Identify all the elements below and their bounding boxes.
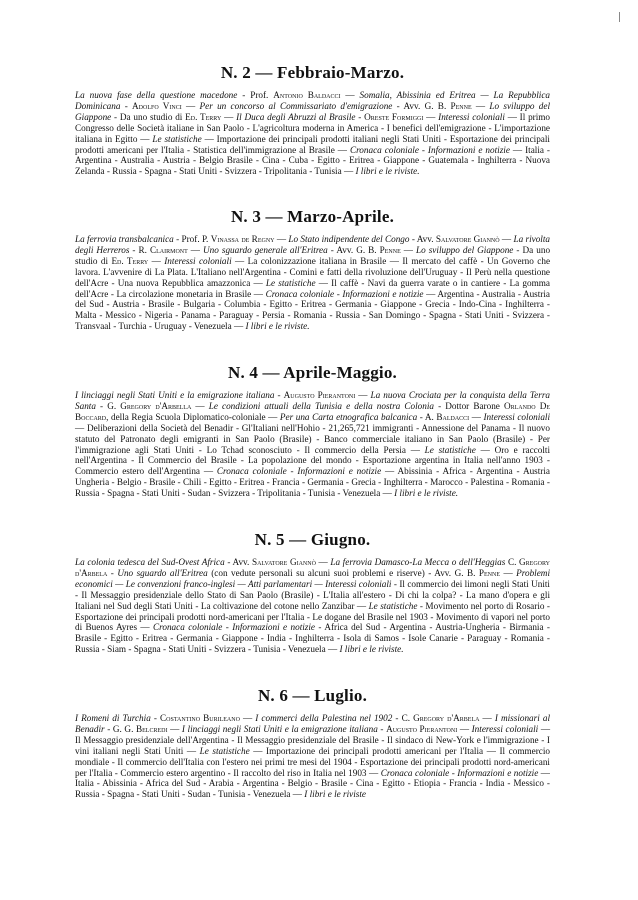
- article-title-text: Cronaca coloniale - Informazioni e notizie: [265, 288, 424, 299]
- contents-text: — Italia - Argentina - Australia - Austria - Belgio Brasile - Cina - Cuba - Egitto - Eritrea - Giappone - Guatemala - Inghilterra - Nuova Zelanda - Russia - Spagna - Stati Uniti - Svizzera - Tripolitania - Tunisia —: [75, 144, 550, 177]
- article-title-text: Uno sguardo all'Eritrea: [117, 567, 208, 578]
- issue-heading: N. 6 — Luglio.: [257, 686, 368, 705]
- article-title-text: Le statistiche: [424, 444, 476, 455]
- contents-text: —: [479, 713, 495, 723]
- author-name-text: Adolfo Vinci: [132, 100, 182, 111]
- issue-contents: [75, 234, 550, 332]
- contents-text: —: [191, 400, 209, 411]
- author-name-text: Gregory d'Arbela: [413, 713, 480, 723]
- article-title-text: Lo sviluppo del Giappone: [416, 244, 514, 255]
- article-title-text: I libri e le riviste: [304, 789, 366, 800]
- article-title-text: Problemi economici — Le convenzioni franco-inglesi — Atti parlamentari — Interessi coloniali: [75, 567, 550, 589]
- issue-heading: N. 4 — Aprile-Maggio.: [228, 363, 397, 382]
- contents-text: - Movimento nel porto di Rosario - Esportazione dei principali prodotti nord-americani per l'Italia - Le dogane del Brasile nel 1903 - Movimento di vapori nel porto di Buenos Ayres —: [75, 600, 550, 633]
- author-name-text: Gregory d'Arbella: [120, 400, 192, 411]
- contents-text: -: [377, 723, 387, 734]
- article-title-text: Somalia, Abissinia ed Eritrea — La Repubblica Dominicana: [75, 90, 551, 111]
- contents-text: —: [423, 111, 439, 122]
- article-title-text: I libri e le riviste.: [245, 321, 310, 332]
- issue-section: [75, 530, 550, 655]
- author-name-text: Vinassa de Regny: [210, 234, 275, 244]
- contents-text: C.: [505, 557, 520, 567]
- author-name-text: Penne: [450, 100, 472, 111]
- article-title-text: I linciaggi negli Stati Uniti e la emigrazione italiana: [75, 390, 275, 400]
- issue-section: [75, 686, 550, 800]
- contents-text: —: [148, 255, 165, 266]
- contents-text: - Dottor Barone: [433, 400, 504, 411]
- article-title-text: Cronaca coloniale - Informazioni e notizie: [216, 466, 382, 477]
- contents-text: -: [107, 567, 118, 578]
- contents-text: - Avv. G. B.: [392, 100, 451, 111]
- issue-section: [75, 363, 550, 499]
- contents-text: — Deliberazioni della Società del Benadir - Gl'Italiani nell'Hohio - 21,265,721 immigranti - Annessione del Panama - Il nuovo statuto del Patronato degli emigranti in San Paolo (Brasile) - Banco commerciale italiano in San Paolo (Brasile) - Per l'immigrazione agli Stati Uniti - Lo Tchad sconosciuto - Il commercio della Persia —: [75, 422, 550, 455]
- issue-heading: N. 5 — Giugno.: [254, 530, 371, 549]
- article-title-text: La nuova fase della questione macedone: [75, 90, 238, 100]
- contents-text: —: [457, 723, 472, 734]
- contents-text: -: [120, 100, 133, 111]
- contents-text: —: [239, 713, 256, 723]
- issue-heading: N. 2 — Febbraio-Marzo.: [220, 63, 405, 82]
- contents-text: —: [400, 244, 416, 255]
- contents-text: —: [469, 411, 484, 422]
- article-title-text: I libri e le riviste.: [394, 488, 459, 499]
- article-title-text: La ferrovia Damasco-La Mecca o dell'Heggias: [330, 557, 506, 567]
- article-title-text: La rivolta degli Herreros: [75, 234, 550, 255]
- contents-text: — Abissinia - Africa - Argentina - Austria Ungheria - Belgio - Brasile - Chili - Egitto - Eritrea - Francia - Germania - Grecia - Inghilterra - Marocco - Palestina - Romania - Russia - Spagna - Stati Uniti - Sudan - Svizzera - Tripolitania - Tunisia - Venezuela —: [75, 466, 550, 499]
- contents-text: - Da uno studio di: [111, 111, 186, 122]
- article-title-text: La colonia tedesca del Sud-Ovest Africa: [75, 557, 225, 567]
- article-title-text: Lo Stato indipendente del Congo: [288, 234, 410, 244]
- article-title-text: Le statistiche: [152, 133, 202, 144]
- contents-text: — Italia - Abissinia - Africa del Sud - Arabia - Argentina - Belgio - Brasile - Cina - Egitto - Etiopia - Francia - India - Messico - Russia - Spagna - Stati Uniti - Sudan - Tunisia - Venezuela —: [75, 767, 550, 800]
- article-title-text: Uno sguardo generale all'Eritrea: [203, 244, 328, 255]
- article-title-text: Interessi coloniali: [438, 111, 505, 122]
- author-name-text: Salvatore Giannò: [251, 557, 316, 567]
- contents-text: - Avv. G. B.: [327, 244, 380, 255]
- contents-text: - Africa del Sud - Argentina - Austria-Ungheria - Birmania - Brasile - Egitto - Eritrea - Germania - Giappone - India - Inghilterra - Isola di Samos - Isole Canarie - Paraguay - Romania - Russia - Siam - Spagna - Stati Uniti - Svizzera - Tunisia - Venezuela —: [75, 622, 550, 655]
- contents-text: —: [471, 100, 490, 111]
- article-title-text: Il Duca degli Abruzzi al Brasile: [236, 111, 356, 122]
- author-name-text: Ed. Terry: [185, 111, 222, 122]
- article-title-text: Le condizioni attuali della Tunisia e della nostra Colonia: [208, 400, 434, 411]
- contents-text: —: [499, 234, 514, 244]
- contents-text: —: [221, 111, 237, 122]
- article-title-text: Interessi coloniali: [483, 411, 551, 422]
- contents-text: — Argentina - Australia - Austria del Sud - Austria - Brasile - Bulgaria - Columbia - Egitto - Eritrea - Germania - Giappone - Grecia - Indo-Cina - Inghilterra - Malta - Messico - Nigeria - Panama - Paraguay - Persia - Romania - Russia - San Domingo - Spagna - Stati Uniti - Svizzera - Transvaal - Turchia - Uruguay - Venezuela —: [75, 288, 550, 332]
- author-name-text: Oreste Formiggi: [364, 111, 424, 122]
- contents-text: —: [355, 390, 371, 400]
- issue-contents: [75, 390, 550, 499]
- article-title-text: La nuova Crociata per la conquista della Terra Santa: [75, 390, 550, 411]
- issue-contents: [75, 713, 550, 800]
- contents-text: —: [181, 100, 200, 111]
- article-title-text: Le statistiche: [368, 600, 418, 611]
- author-name-text: Augusto Pierantoni: [283, 390, 356, 400]
- contents-text: - A.: [417, 411, 437, 422]
- author-name-text: Salvatore Giannò: [435, 234, 500, 244]
- issue-heading: N. 3 — Marzo-Aprile.: [230, 207, 395, 226]
- issue-contents: [75, 557, 550, 655]
- contents-text: —: [340, 90, 360, 100]
- issue-section: [75, 63, 550, 177]
- contents-text: — Il primo Congresso delle Società italiane in San Paolo - L'agricoltura moderna in America - I benefici dell'emigrazione - L'importazione italiana in Egitto —: [75, 111, 551, 144]
- author-name-text: Penne: [478, 567, 500, 578]
- contents-text: —: [187, 244, 204, 255]
- page-corner-mark: [613, 12, 620, 22]
- contents-text: - G.: [95, 400, 121, 411]
- author-name-text: Gregory d'Arbela: [75, 557, 550, 578]
- article-title-text: Le statistiche: [199, 745, 250, 756]
- article-title-text: Cronaca coloniale - Informazioni e notizie: [380, 767, 539, 778]
- contents-text: — Importazione dei principali prodotti italiani negli Stati Uniti - Esportazione dei principali prodotti americani per l'Italia - Statistica dell'immigrazione al Brasile —: [75, 133, 550, 155]
- article-title-text: Cronaca coloniale - Informazioni e notizie: [153, 622, 316, 633]
- author-name-text: Penne: [379, 244, 401, 255]
- author-name-text: Antonio Baldacci: [273, 90, 341, 100]
- article-title-text: I missionari al Benadir: [75, 713, 551, 734]
- article-title-text: Le statistiche: [265, 277, 316, 288]
- contents-text: - Prof.: [237, 90, 274, 100]
- article-title-text: La ferrovia transbalcanica: [75, 234, 174, 244]
- contents-text: —: [167, 723, 182, 734]
- author-name-text: Baldacci: [436, 411, 470, 422]
- article-title-text: I libri e le riviste.: [339, 644, 404, 655]
- contents-text: - R.: [129, 244, 150, 255]
- contents-text: -: [274, 390, 284, 400]
- contents-text: —: [315, 557, 331, 567]
- author-name-text: Belcredi: [135, 723, 168, 734]
- contents-text: — Il Messaggio presidenziale dell'Argentina - Il Messaggio presidenziale del Brasile - Il sindaco di New-York e l'immigrazione - I vini italiani negli Stati Uniti —: [75, 723, 550, 756]
- article-title-text: I linciaggi negli Stati Uniti e la emigrazione italiana: [181, 723, 378, 734]
- article-title-text: Interessi coloniali: [471, 723, 539, 734]
- contents-text: — Il caffè - Navi da guerra varate o in cantiere - La gomma dell'Acre - La circolazione monetaria in Brasile —: [75, 277, 550, 299]
- contents-text: - Prof. P.: [173, 234, 211, 244]
- contents-text: — La colonizzazione italiana in Brasile — Il mercato del caffè - Un Governo che lavora. L'avvenire di La Plata. L'Italiano nell'Argentina - Comini e fatti della rivoluzione dell'Uruguay - Il Perù nella questione dell'Acre - Una nuova Repubblica amazzonica —: [75, 255, 551, 288]
- article-title-text: Per una Carta etnografica balcanica: [279, 411, 418, 422]
- contents-text: — Oro e raccolti nell'Argentina - Il Commercio del Brasile - La popolazione del mondo - Esportazione argentina in Italia nell'anno 1903 - Commercio estero dell'Argentina —: [75, 444, 550, 477]
- contents-text: , della Regia Scuola Diplomatico-coloniale —: [106, 411, 280, 422]
- contents-text: - Avv.: [224, 557, 252, 567]
- issue-contents: [75, 90, 550, 177]
- article-title-text: Lo sviluppo del Giappone: [75, 100, 551, 122]
- article-title-text: I Romeni di Turchia: [75, 713, 151, 723]
- contents-text: - Da uno studio di: [75, 244, 551, 266]
- article-title-text: I commerci della Palestina nel 1902: [255, 713, 393, 723]
- contents-text: —: [500, 567, 517, 578]
- author-name-text: Augusto Pierantoni: [386, 723, 458, 734]
- article-title-text: Cronaca coloniale - Informazioni e notizie: [349, 144, 510, 155]
- author-name-text: Orlando De Boccard: [75, 400, 551, 422]
- issue-section: [75, 207, 550, 332]
- contents-text: - C.: [392, 713, 414, 723]
- contents-text: —: [274, 234, 289, 244]
- contents-text: -: [355, 111, 365, 122]
- author-name-text: Clairmont: [149, 244, 188, 255]
- article-title-text: Per un concorso al Commissariato d'emigrazione: [199, 100, 393, 111]
- contents-text: -: [150, 713, 161, 723]
- author-name-text: Ed. Terry: [111, 255, 149, 266]
- contents-text: - G. G.: [104, 723, 136, 734]
- contents-text: (con vedute personali su alcuni suoi problemi e riserve) - Avv. G. B.: [207, 567, 479, 578]
- author-name-text: Costantino Burileano: [160, 713, 240, 723]
- contents-text: - Avv.: [409, 234, 436, 244]
- contents-text: - Il commercio dei limoni negli Stati Uniti - Il Messaggio presidenziale dello Stato di San Paolo (Brasile) - L'Italia all'estero - Di chi la colpa? - La mano d'opera e gli Italiani nel Sud degli Stati Uniti - La coltivazione del cotone nello Zanzibar —: [75, 578, 550, 611]
- article-title-text: I libri e le riviste.: [355, 166, 420, 177]
- contents-text: — Importazione dei principali prodotti americani per l'Italia — Il commercio mondiale - Il commercio dell'Italia con l'estero nei primi tre mesi del 1904 - Esportazione dei principali prodotti nord-americani per l'Italia - Commercio estero argentino - Il raccolto del riso in Italia nel 1903 —: [75, 745, 551, 778]
- article-title-text: Interessi coloniali: [164, 255, 232, 266]
